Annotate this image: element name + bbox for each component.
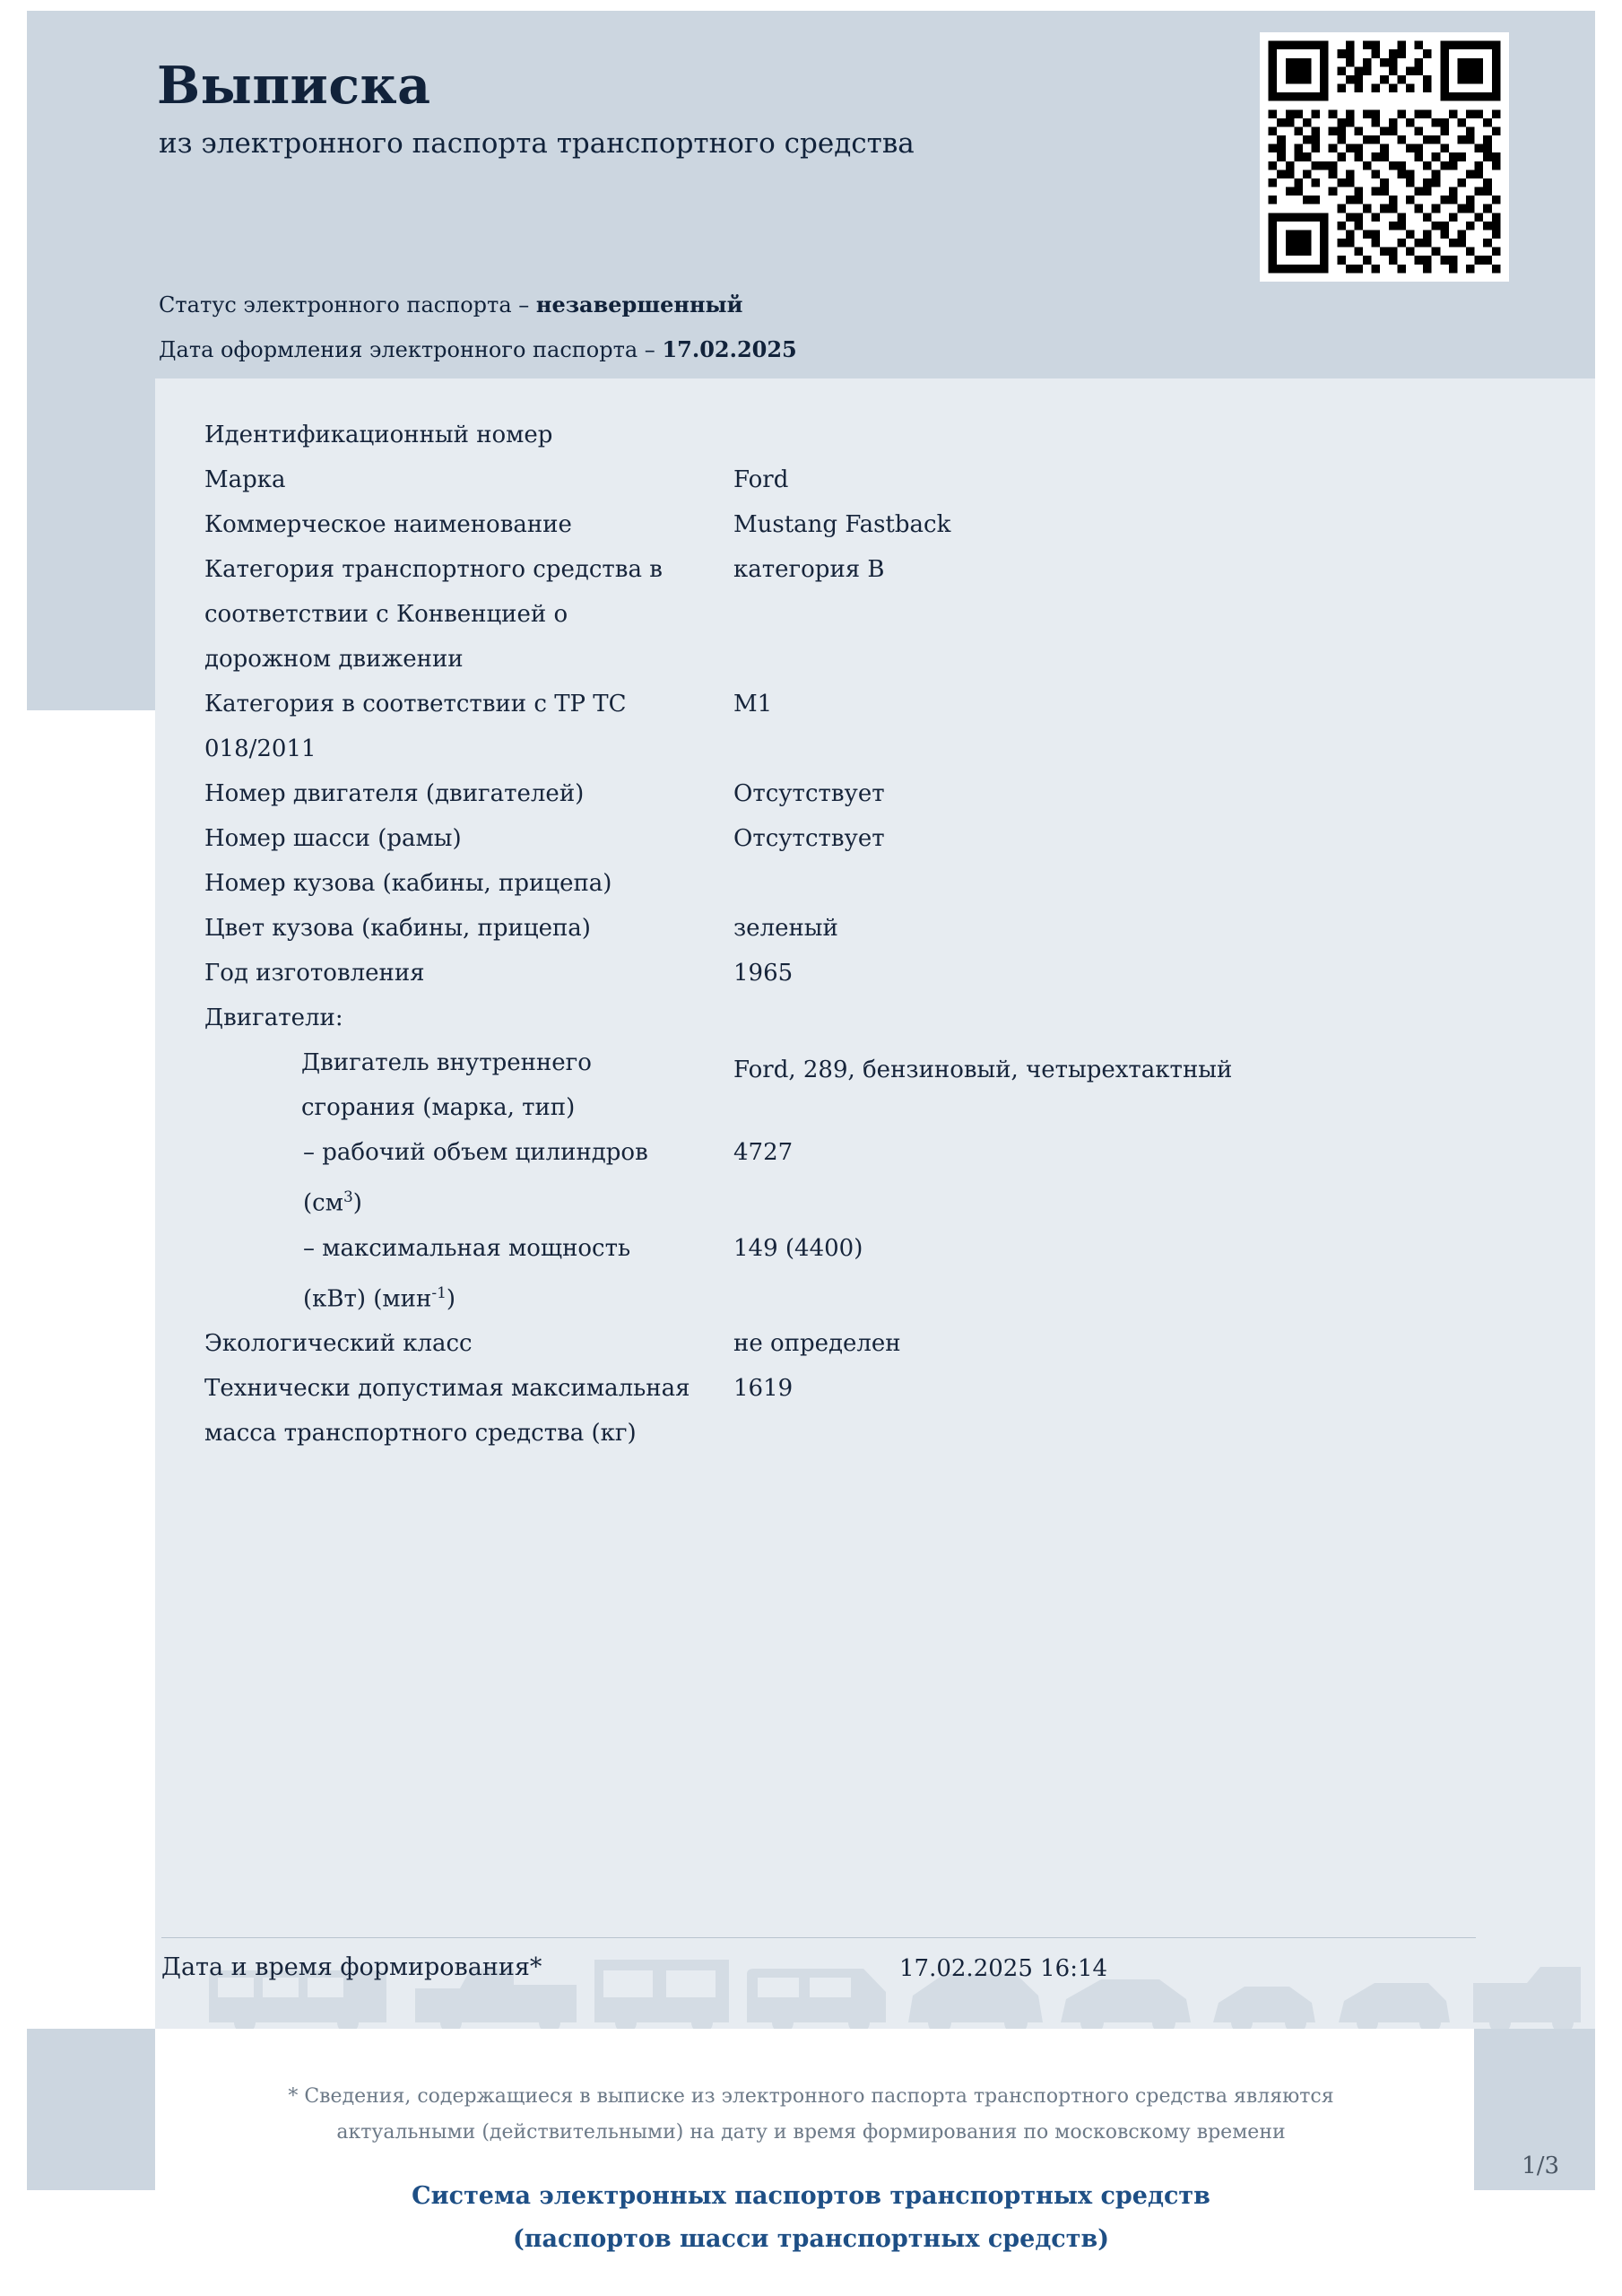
footnote-line-1: * Сведения, содержащиеся в выписке из электронного паспорта транспортного средства являются (288, 2085, 1334, 2108)
page-number: 1/3 (1522, 2152, 1559, 2179)
table-row (204, 1321, 1549, 1366)
passport-date-label: Дата оформления электронного паспорта – (159, 337, 663, 362)
field-label: Цвет кузова (кабины, прицепа) (204, 915, 591, 942)
passport-date-value: 17.02.2025 (662, 336, 797, 362)
field-label: Номер кузова (кабины, прицепа) (204, 870, 612, 897)
table-row (204, 413, 1549, 457)
left-accent-rail (27, 378, 155, 710)
passport-status-label: Статус электронного паспорта – (159, 292, 536, 317)
field-value: Отсутствует (733, 825, 885, 852)
field-label: Идентификационный номер (204, 422, 553, 448)
table-row (204, 682, 1549, 771)
field-label: Экологический класс (204, 1330, 473, 1358)
table-row (204, 457, 1549, 502)
field-label: Номер двигателя (двигателей) (204, 780, 585, 807)
field-value: 149 (4400) (733, 1234, 863, 1262)
field-label: Категория транспортного средства в соответствии с Конвенцией о дорожном движении (204, 556, 663, 673)
field-label: Марка (204, 466, 286, 493)
system-title-line-2: (паспортов шасси транспортных средств) (512, 2225, 1110, 2253)
field-value: не определен (733, 1330, 901, 1358)
system-title (0, 2175, 1622, 2261)
table-row (204, 906, 1549, 951)
field-value: категория B (733, 556, 885, 583)
table-row-displacement (204, 1130, 1549, 1226)
table-row (204, 951, 1549, 996)
passport-status-value: незавершенный (535, 291, 743, 317)
footnote-line-2: актуальными (действительными) на дату и время формирования по московскому времени (336, 2121, 1286, 2144)
table-row-engines-header (204, 996, 1549, 1040)
table-row (204, 771, 1549, 816)
table-row (204, 1366, 1549, 1456)
field-label: Год изготовления (204, 960, 425, 987)
generation-datetime-value: 17.02.2025 16:14 (899, 1955, 1108, 1982)
field-value: Mustang Fastback (733, 511, 951, 538)
passport-date-line (159, 336, 797, 362)
field-value: Отсутствует (733, 780, 885, 807)
vehicle-details-table (204, 413, 1549, 1456)
field-value: M1 (733, 691, 773, 718)
footnote (0, 2079, 1622, 2151)
table-row (204, 816, 1549, 861)
qr-code-icon (1260, 32, 1509, 282)
field-value: 1965 (733, 960, 794, 987)
field-value: Ford, 289, бензиновый, четырехтактный (733, 1057, 1233, 1083)
field-label: – максимальная мощность (кВт) (мин$^{-1}$) (303, 1234, 631, 1313)
field-value: 1619 (733, 1375, 794, 1403)
left-white-margin (27, 710, 155, 2029)
field-value: Ford (733, 466, 789, 493)
table-row-max-power (204, 1226, 1549, 1322)
field-value: зеленый (733, 915, 838, 942)
field-label: Коммерческое наименование (204, 511, 572, 538)
table-row-engine-type (204, 1040, 1549, 1130)
generation-datetime-label: Дата и время формирования* (161, 1953, 542, 1981)
page-title: Выписка (157, 56, 431, 116)
field-label: Двигатели: (204, 1004, 343, 1031)
passport-status-line (159, 291, 742, 317)
table-row (204, 861, 1549, 906)
page-subtitle: из электронного паспорта транспортного средства (159, 127, 915, 160)
field-label: Двигатель внутреннего сгорания (марка, тип) (301, 1049, 592, 1121)
system-title-line-1: Система электронных паспортов транспортных средств (412, 2182, 1210, 2210)
field-label: Категория в соответствии с ТР ТС 018/2011 (204, 691, 627, 762)
table-row (204, 547, 1549, 682)
field-label: Номер шасси (рамы) (204, 825, 462, 852)
field-label: Технически допустимая максимальная масса транспортного средства (кг) (204, 1375, 690, 1448)
table-row (204, 502, 1549, 547)
field-label: – рабочий объем цилиндров $(см^3)$ (303, 1139, 648, 1217)
field-value: 4727 (733, 1139, 794, 1166)
